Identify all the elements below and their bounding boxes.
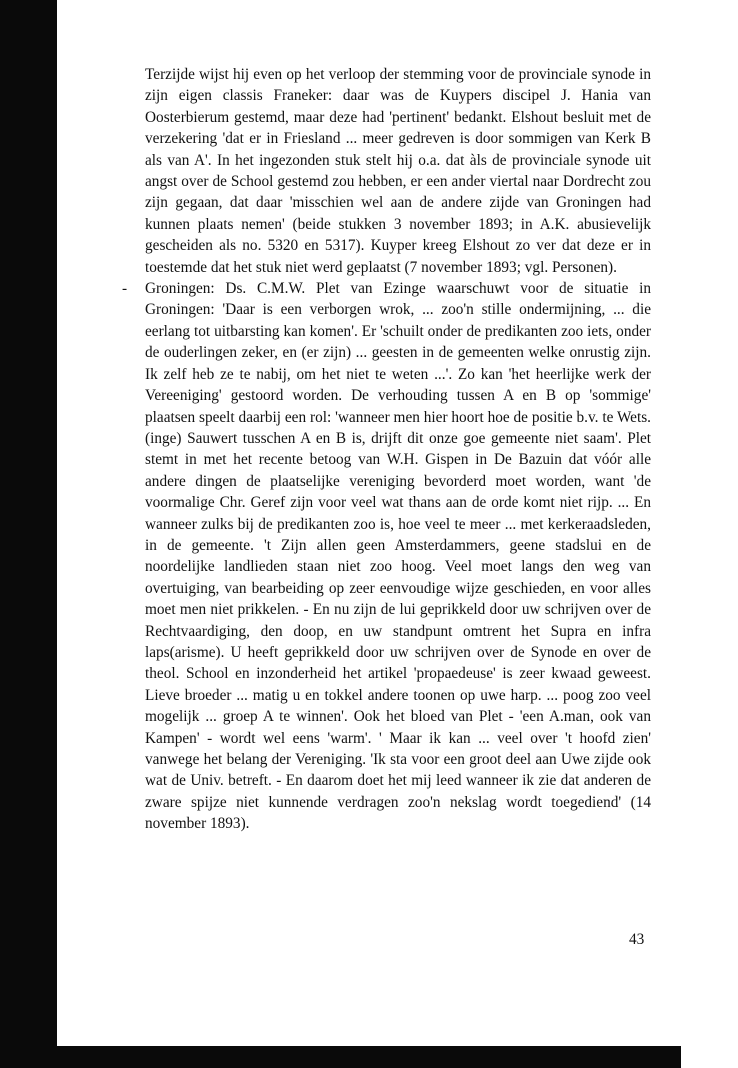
paragraph-text: Terzijde wijst hij even op het verloop der stemming voor de provinciale synode in zijn eigen classis Franeker: daar was de Kuypers discipel J. Hania van Oosterbierum gestemd, maar deze had 'pertinent' bedankt. Elshout besluit met de verzekering 'dat er in Friesland ... meer gedreven is door sommigen van Kerk B als van A'. In het ingezonden stuk stelt hij o.a. dat àls de provinciale synode uit angst over de School gestemd zou hebben, er een ander viertal naar Dordrecht zou zijn gegaan, dat daar 'misschien wel aan de andere zijde van Groningen had kunnen plaats nemen' (beide stukken 3 november 1893; in A.K. abusievelijk gescheiden als no. 5320 en 5317). Kuyper kreeg Elshout zo ver dat deze er in toestemde dat het stuk niet werd geplaatst (7 november 1893; vgl. Personen). bbox=[145, 66, 651, 276]
paragraph-text: Groningen: Ds. C.M.W. Plet van Ezinge waarschuwt voor de situatie in Groningen: 'Daar is een verborgen wrok, ... zoo'n stille ondermijning, ... die eerlang tot uitbarsting kan komen'. Er 'schuilt onder de predikanten zoo iets, onder de ouderlingen zeker, en (er zijn) ... geesten in de gemeenten welke onrustig zijn. Ik zelf heb ze te nabij, om het niet te weten ...'. Zo kan 'het heerlijke werk der Vereeniging' gestoord worden. De verhouding tussen A en B op 'sommige' plaatsen speelt daarbij een rol: 'wanneer men hier hoort hoe de positie b.v. te Wets.(inge) Sauwert tusschen A en B is, drijft dit onze goe gemeente niet saam'. Plet stemt in met het recente betoog van W.H. Gispen in De Bazuin dat vóór alle andere dingen de plaatselijke vereniging bevorderd moet worden, want 'de voormalige Chr. Geref zijn voor veel wat thans aan de orde komt niet rijp. ... En wanneer zulks bij de predikanten zoo is, hoe veel te meer ... met kerkeraadsleden, in de gemeente. 't Zijn allen geen Amsterdammers, geene stadslui en de noordelijke landlieden staan niet zoo hoog. Veel moet langs den weg van overtuiging, van bearbeiding op zeer eenvoudige wijze geschieden, en voor alles moet men niet prikkelen. - En nu zijn de lui geprikkeld door uw schrijven over de Rechtvaardiging, den doop, en uw standpunt omtrent het Supra en infra laps(arisme). U heeft geprikkeld door uw schrijven over de Synode en over de theol. School en inzonderheid het artikel 'propaedeuse' is zeer kwaad geweest. Lieve broeder ... matig u en tokkel andere toonen op uwe harp. ... poog zoo veel mogelijk ... groep A te winnen'. Ook het bloed van Plet - 'een A.man, ook van Kampen' - wordt wel eens 'warm'. ' Maar ik kan ... veel over 't hoofd zien' vanwege het belang der Vereniging. 'Ik sta voor een groot deel aan Uwe zijde ook wat de Univ. betreft. - En daarom doet het mij leed wanneer ik zie dat anderen de zware spijze niet kunnende verdragen zoo'n nekslag wordt toegediend' (14 november 1893). bbox=[145, 280, 651, 833]
body-text bbox=[122, 64, 651, 835]
page-number: 43 bbox=[629, 931, 645, 948]
scan-left-edge bbox=[0, 0, 57, 1068]
list-dash: - bbox=[122, 280, 128, 298]
list-item-groningen bbox=[122, 278, 651, 835]
paragraph-elshout bbox=[145, 64, 651, 278]
scan-bottom-edge bbox=[57, 1046, 681, 1068]
